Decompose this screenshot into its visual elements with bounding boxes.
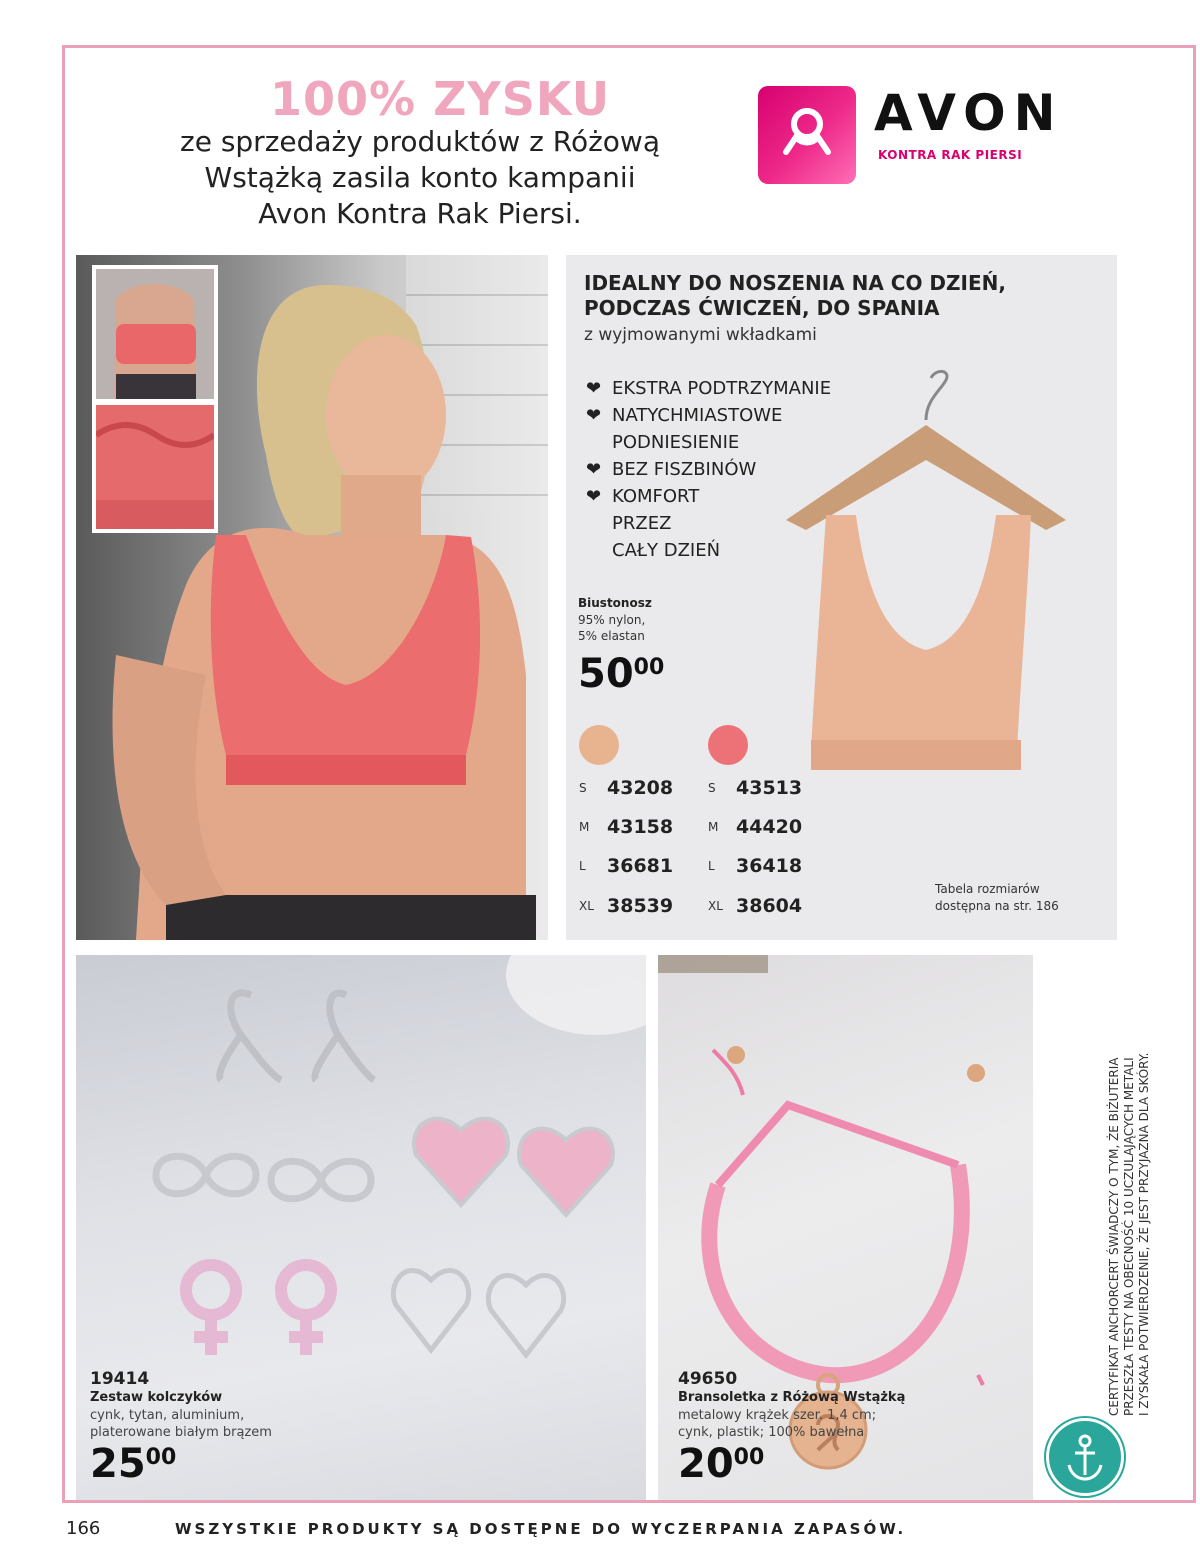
heart-icon: ❤ <box>586 378 602 399</box>
material-line: 95% nylon, <box>578 613 646 627</box>
product-code: 38604 <box>736 895 803 917</box>
lace-detail-image <box>96 405 214 529</box>
bra-on-hanger-image <box>766 370 1086 780</box>
product-code: 38539 <box>607 895 674 917</box>
bra-info-panel <box>566 255 1117 940</box>
price-main: 50 <box>578 651 634 697</box>
product-code: 43208 <box>607 777 674 799</box>
feature-text: CAŁY DZIEŃ <box>612 540 721 561</box>
heading-line: IDEALNY DO NOSZENIA NA CO DZIEŃ, <box>584 271 1006 295</box>
feature-text: KOMFORT <box>612 486 700 507</box>
color-swatch-nude[interactable] <box>579 725 619 765</box>
earrings-price <box>90 1441 176 1487</box>
product-code: 44420 <box>736 816 803 838</box>
desc-line: cynk, tytan, aluminium, <box>90 1408 245 1423</box>
size-note-line: Tabela rozmiarów <box>935 882 1040 896</box>
size-label: L <box>579 859 586 873</box>
price-cents: 00 <box>633 655 665 680</box>
earrings-desc <box>90 1407 272 1441</box>
size-note-line: dostępna na str. 186 <box>935 899 1059 913</box>
earrings-name: Zestaw kolczyków <box>90 1390 223 1405</box>
back-view-image <box>96 269 214 399</box>
avon-tagline: KONTRA RAK PIERSI <box>878 148 1023 162</box>
size-table-note <box>935 881 1059 915</box>
size-label: XL <box>579 899 594 913</box>
ribbon-icon <box>758 86 856 184</box>
bra-price <box>578 651 664 697</box>
heart-icon: ❤ <box>586 405 602 426</box>
desc-line: cynk, plastik; 100% bawełna <box>678 1425 865 1440</box>
certificate-note <box>1107 956 1152 1416</box>
desc-line: platerowane białym brązem <box>90 1425 272 1440</box>
bracelet-price <box>678 1441 764 1487</box>
page-number: 166 <box>66 1518 101 1539</box>
model-photo <box>76 255 548 940</box>
bracelet-code: 49650 <box>678 1369 738 1389</box>
heading-line: PODCZAS ĆWICZEŃ, DO SPANIA <box>584 296 940 320</box>
anchor-icon <box>1049 1421 1121 1493</box>
header-line: Wstążką zasila konto kampanii <box>204 161 636 194</box>
material-line: 5% elastan <box>578 629 645 643</box>
bra-name: Biustonosz <box>578 596 652 610</box>
earrings-code: 19414 <box>90 1369 150 1389</box>
price-main: 25 <box>90 1441 146 1487</box>
product-code: 43513 <box>736 777 803 799</box>
price-cents: 00 <box>145 1445 177 1470</box>
size-label: S <box>708 781 716 795</box>
feature-text: BEZ FISZBINÓW <box>612 459 757 480</box>
headline: 100% ZYSKU <box>269 72 611 126</box>
earrings-photo <box>76 955 646 1500</box>
header-line: ze sprzedaży produktów z Różową <box>180 125 660 158</box>
thumbnail-back-view <box>92 265 218 403</box>
bracelet-name: Bransoletka z Różową Wstążką <box>678 1390 906 1405</box>
heart-icon: ❤ <box>586 459 602 480</box>
availability-notice: WSZYSTKIE PRODUKTY SĄ DOSTĘPNE DO WYCZERPANIA ZAPASÓW. <box>175 1520 907 1538</box>
header-line: Avon Kontra Rak Piersi. <box>258 197 582 230</box>
product-code: 43158 <box>607 816 674 838</box>
bra-subheading: z wyjmowanymi wkładkami <box>584 325 817 345</box>
anchorcert-badge-icon <box>1046 1418 1124 1496</box>
bra-material <box>578 612 718 644</box>
feature-text: NATYCHMIASTOWE <box>612 405 783 426</box>
bracelet-desc <box>678 1407 876 1441</box>
product-code: 36681 <box>607 855 674 877</box>
color-swatch-pink[interactable] <box>708 725 748 765</box>
price-cents: 00 <box>733 1445 765 1470</box>
feature-text: EKSTRA PODTRZYMANIE <box>612 378 832 399</box>
size-label: L <box>708 859 715 873</box>
bracelet-photo <box>658 955 1033 1500</box>
heart-icon: ❤ <box>586 486 602 507</box>
size-label: M <box>708 820 719 834</box>
pink-ribbon-logo <box>758 86 856 184</box>
size-label: XL <box>708 899 723 913</box>
size-label: M <box>579 820 590 834</box>
price-main: 20 <box>678 1441 734 1487</box>
desc-line: metalowy krążek szer. 1,4 cm; <box>678 1408 877 1423</box>
thumbnail-detail-view <box>92 401 218 533</box>
certificate-line: PRZESZŁA TESTY NA OBECNOŚĆ 10 UCZULAJĄCYCH METALI <box>1122 1057 1136 1416</box>
feature-text: PODNIESIENIE <box>612 432 740 453</box>
feature-text: PRZEZ <box>612 513 672 534</box>
header-text <box>110 124 730 232</box>
certificate-line: CERTYFIKAT ANCHORCERT ŚWIADCZY O TYM, ŻE BIŻUTERIA <box>1107 1057 1121 1416</box>
size-label: S <box>579 781 587 795</box>
certificate-line: I ZYSKAŁA POTWIERDZENIE, ŻE JEST PRZYJAZNA DLA SKÓRY. <box>1137 1052 1151 1416</box>
product-code: 36418 <box>736 855 803 877</box>
avon-logo: AVON <box>874 84 1064 142</box>
bra-heading <box>584 271 1006 321</box>
